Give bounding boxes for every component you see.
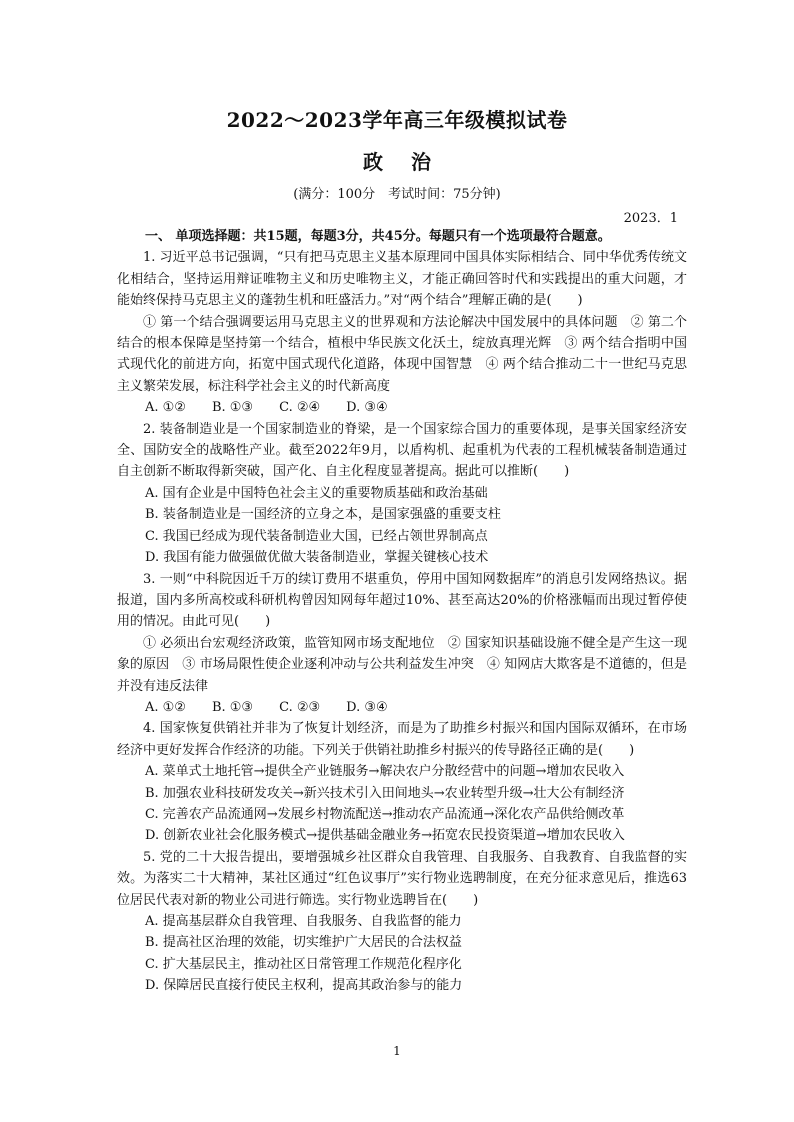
q2-option-a: A. 国有企业是中国特色社会主义的重要物质基础和政治基础: [145, 485, 488, 501]
q3-stem: 3. 一则“中科院因近千万的续订费用不堪重负，停用中国知网数据库”的消息引发网络热议。据报道，国内多所高校或科研机构曾因知网每年超过10%、甚至高达20%的价格涨幅而出现过暂停使用的情况。由此可见( ): [117, 571, 687, 630]
q4-option-c: C. 完善农产品流通网→发展乡村物流配送→推动农产品流通→深化农产品供给侧改革: [145, 806, 625, 822]
q3-statements: ① 必须出台宏观经济政策，监管知网市场支配地位 ② 国家知识基础设施不健全是产生这一现象的原因 ③ 市场局限性使企业逐利冲动与公共利益发生冲突 ④ 知网店大欺客是不道德的，但是并没有违反法律: [117, 635, 687, 694]
q1-statements: ① 第一个结合强调要运用马克思主义的世界观和方法论解决中国发展中的具体问题 ② 第二个结合的根本保障是坚持第一个结合，植根中华民族文化沃土，绽放真理光辉 ③ 两个结合指明中国式现代化的前进方向，拓宽中国式现代化道路，体现中国智慧 ④ 两个结合推动二十一世纪马克思主义繁荣发展，标注科学社会主义的时代新高度: [117, 314, 687, 394]
exam-meta: (满分：100分 考试时间：75分钟): [293, 187, 501, 202]
q4-option-b: B. 加强农业科技研发攻关→新兴技术引入田间地头→农业转型升级→壮大公有制经济: [145, 785, 625, 801]
q2-stem: 2. 装备制造业是一个国家制造业的脊梁，是一个国家综合国力的重要体现，是事关国家经济安全、国防安全的战略性产业。截至2022年9月，以盾构机、起重机为代表的工程机械装备制造通过自主创新不断取得新突破，国产化、自主化程度显著提高。据此可以推断( ): [117, 421, 687, 480]
q5-stem: 5. 党的二十大报告提出，要增强城乡社区群众自我管理、自我服务、自我教育、自我监督的实效。为落实二十大精神，某社区通过“红色议事厅”实行物业选聘制度，在充分征求意见后，推选63位居民代表对新的物业公司进行筛选。实行物业选聘旨在( ): [117, 849, 687, 908]
q4-option-a: A. 菜单式土地托管→提供全产业链服务→解决农户分散经营中的问题→增加农民收入: [145, 764, 625, 780]
question-content: [117, 226, 687, 997]
q4-option-d: D. 创新农业社会化服务模式→提供基础金融业务→拓宽农民投资渠道→增加农民收入: [145, 828, 625, 844]
q5-option-c: C. 扩大基层民主，推动社区日常管理工作规范化程序化: [145, 956, 462, 972]
exam-date: 2023．1: [623, 211, 678, 226]
section-heading: 一、 单项选择题：共15题，每题3分，共45分。每题只有一个选项最符合题意。: [145, 229, 611, 244]
page-number: 1: [393, 1044, 401, 1058]
q5-option-a: A. 提高基层群众自我管理、自我服务、自我监督的能力: [145, 914, 462, 929]
q2-option-c: C. 我国已经成为现代装备制造业大国，已经占领世界制高点: [145, 528, 488, 544]
q1-options: A. ①② B. ①③ C. ②④ D. ③④: [145, 400, 388, 416]
q4-stem: 4. 国家恢复供销社并非为了恢复计划经济，而是为了助推乡村振兴和国内国际双循环，在市场经济中更好发挥合作经济的功能。下列关于供销社助推乡村振兴的传导路径正确的是( ): [117, 721, 687, 758]
q2-option-b: B. 装备制造业是一国经济的立身之本，是国家强盛的重要支柱: [145, 507, 501, 523]
q3-options: A. ①② B. ①③ C. ②③ D. ③④: [145, 699, 388, 715]
exam-title: 2022～2023学年高三年级模拟试卷: [226, 108, 568, 132]
subject-title: 政治: [363, 150, 459, 174]
q5-option-d: D. 保障居民直接行使民主权利，提高其政治参与的能力: [145, 978, 463, 994]
q5-option-b: B. 提高社区治理的效能，切实维护广大居民的合法权益: [145, 935, 462, 951]
q2-option-d: D. 我国有能力做强做优做大装备制造业，掌握关键核心技术: [145, 550, 489, 566]
q1-stem: 1. 习近平总书记强调，“只有把马克思主义基本原理同中国具体实际相结合、同中华优秀传统文化相结合，坚持运用辩证唯物主义和历史唯物主义，才能正确回答时代和实践提出的重大问题，才能始终保持马克思主义的蓬勃生机和旺盛活力。”对“两个结合”理解正确的是( ): [117, 250, 687, 309]
